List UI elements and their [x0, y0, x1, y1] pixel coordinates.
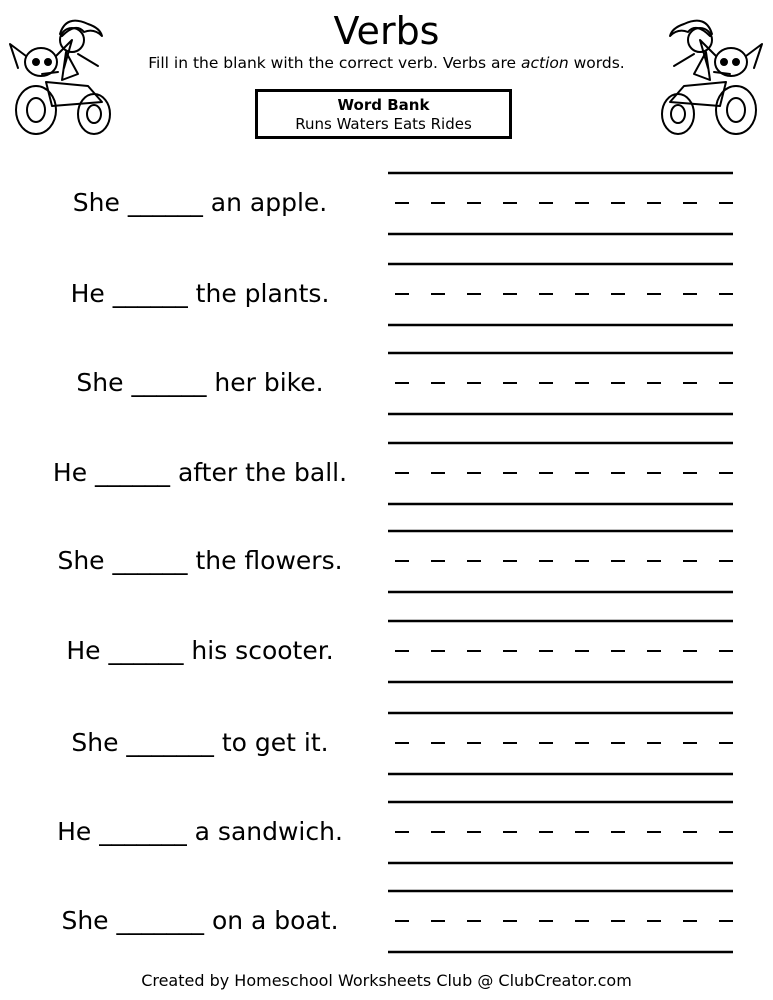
- writing-lines[interactable]: [388, 526, 733, 616]
- row-3: [0, 348, 773, 438]
- writing-lines[interactable]: [388, 168, 733, 258]
- sentence: He ______ the plants.: [70, 279, 330, 308]
- instructions-emphasis: action: [520, 54, 569, 72]
- writing-lines[interactable]: [388, 797, 733, 887]
- writing-lines[interactable]: [388, 438, 733, 528]
- word-bank: [255, 89, 512, 139]
- footer: Created by Homeschool Worksheets Club @ ClubCreator.com: [141, 971, 632, 990]
- writing-lines[interactable]: [388, 708, 733, 798]
- word-bank-title: Word Bank: [337, 96, 430, 114]
- writing-lines[interactable]: [388, 259, 733, 349]
- row-2: [0, 259, 773, 349]
- cartoon-riders-icon: [648, 10, 766, 140]
- sentence: She _______ to get it.: [71, 728, 329, 757]
- sentence: She ______ an apple.: [72, 188, 328, 217]
- row-1: [0, 168, 773, 258]
- row-9: [0, 886, 773, 976]
- sentence: He ______ after the ball.: [52, 458, 348, 487]
- sentence: She ______ her bike.: [76, 368, 324, 397]
- instructions-suffix: words.: [568, 54, 625, 72]
- title: Verbs: [333, 9, 440, 53]
- sentence: She ______ the flowers.: [57, 546, 343, 575]
- row-8: [0, 797, 773, 887]
- word-bank-words: Runs Waters Eats Rides: [295, 115, 472, 133]
- sentence: She _______ on a boat.: [61, 906, 339, 935]
- writing-lines[interactable]: [388, 348, 733, 438]
- sentence: He ______ his scooter.: [66, 636, 334, 665]
- writing-lines[interactable]: [388, 616, 733, 706]
- row-4: [0, 438, 773, 528]
- row-7: [0, 708, 773, 798]
- row-6: [0, 616, 773, 706]
- cartoon-riders-icon: [6, 10, 124, 140]
- instructions-prefix: Fill in the blank with the correct verb. Verbs are: [148, 54, 521, 72]
- row-5: [0, 526, 773, 616]
- writing-lines[interactable]: [388, 886, 733, 976]
- sentence: He _______ a sandwich.: [57, 817, 343, 846]
